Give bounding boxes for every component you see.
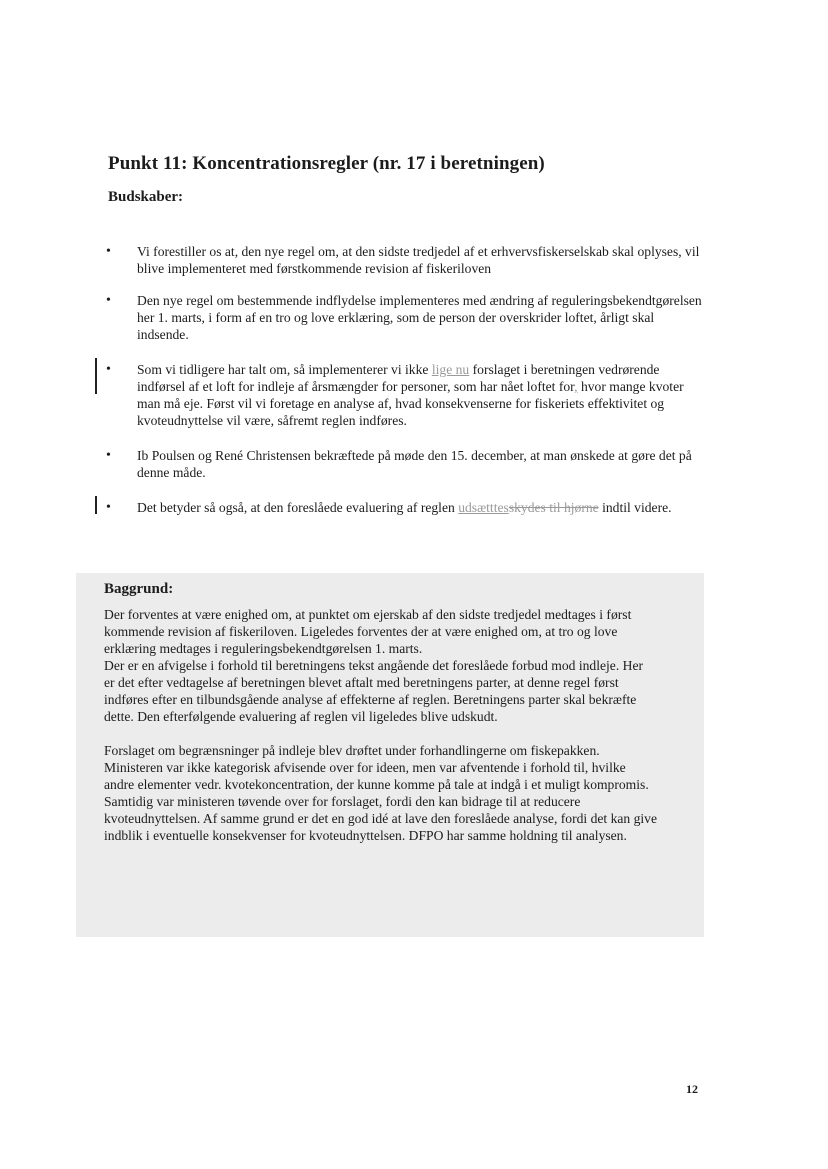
list-item [106, 447, 706, 481]
bullet-symbol: • [106, 448, 111, 463]
bullet-symbol: • [106, 362, 111, 377]
text-line: Samtidig var ministeren tøvende over for forslaget, fordi den kan bidrage til at reducere [104, 794, 581, 809]
change-bar [95, 496, 97, 514]
bullet-symbol: • [106, 293, 111, 308]
text-line: Forslaget om begrænsninger på indleje blev drøftet under forhandlingerne om fiskepakken. [104, 743, 600, 758]
list-item [106, 361, 706, 429]
tracked-insertion: lige nu [431, 362, 470, 377]
bullet-text: Vi forestiller os at, den nye regel om, at den sidste tredjedel af et erhvervsfiskerselskab skal oplyses, vil blive implementeret med førstkommende revision af fiskeriloven [137, 244, 700, 276]
text-line: kommende revision af fiskeriloven. Ligeledes forventes der at være enighed om, at tro og love [104, 624, 618, 639]
bullet-text-end: hvor mange kvoter man må eje. Først vil vi foretage en analyse af, hvad konsekvenserne for fiskeriets effektivitet og kvoteudnyttelse vil være, såfremt reglen indføres. [137, 379, 684, 428]
change-bar [95, 358, 97, 394]
background-heading: Baggrund: [104, 581, 174, 597]
list-item [106, 243, 706, 277]
text-line: Der forventes at være enighed om, at punktet om ejerskab af den sidste tredjedel medtages i først [104, 607, 632, 622]
list-item [106, 292, 706, 343]
page-number: 12 [686, 1082, 698, 1096]
background-paragraph-2 [104, 742, 696, 844]
bullet-symbol: • [106, 500, 111, 515]
bullet-text: Den nye regel om bestemmende indflydelse implementeres med ændring af reguleringsbekendtgørelsen her 1. marts, i form af en tro og love erklæring, som de person der overskrider loftet, årligt skal indsende. [137, 293, 702, 342]
tracked-deletion: skydes til hjørne [508, 500, 599, 515]
bullet-symbol: • [106, 244, 111, 259]
text-line: indføres efter en tilbundsgående analyse af effekterne af reglen. Beretningens parter skal bekræfte [104, 692, 637, 707]
text-line: er det efter vedtagelse af beretningen blevet aftalt med beretningens parter, at denne regel først [104, 675, 619, 690]
text-line: dette. Den efterfølgende evaluering af reglen vil ligeledes blive udskudt. [104, 709, 498, 724]
bullet-text: Ib Poulsen og René Christensen bekræftede på møde den 15. december, at man ønskede at gøre det på denne måde. [137, 448, 692, 480]
text-line: erklæring medtages i reguleringsbekendtgørelsen 1. marts. [104, 641, 423, 656]
text-line: andre elementer vedr. kvotekoncentration, der kunne komme på tale at indgå i et muligt kompromis. [104, 777, 649, 792]
text-line: Der er en afvigelse i forhold til beretningens tekst angående det foreslåede forbud mod indleje. Her [104, 658, 644, 673]
list-item [106, 499, 706, 516]
background-paragraph-1 [104, 606, 696, 725]
bullet-text-start: Som vi tidligere har talt om, så implementerer vi ikke [137, 362, 432, 377]
bullet-text-middle: forslaget i beretningen vedrørende indførsel af et loft for indleje af årsmængder for personer, som har nået loftet for [137, 362, 660, 394]
tracked-insertion: udsætttes [458, 500, 509, 515]
message-list [106, 243, 706, 531]
text-line: kvoteudnyttelsen. Af samme grund er det en god idé at lave den foreslåede analyse, fordi det kan give [104, 811, 658, 826]
bullet-text-start: Det betyder så også, at den foreslåede evaluering af reglen [137, 500, 459, 515]
section-subtitle: Budskaber: [108, 189, 184, 205]
background-content [104, 581, 696, 861]
tracked-insertion-comma: , [574, 379, 578, 394]
text-line: Ministeren var ikke kategorisk afvisende over for ideen, men var afventende i forhold til, hvilke [104, 760, 626, 775]
background-box [76, 573, 704, 937]
bullet-text-end: indtil videre. [598, 500, 672, 515]
text-line: indblik i eventuelle konsekvenser for kvoteudnyttelsen. DFPO har samme holdning til analysen. [104, 828, 627, 843]
section-title: Punkt 11: Koncentrationsregler (nr. 17 i beretningen) [108, 153, 545, 174]
